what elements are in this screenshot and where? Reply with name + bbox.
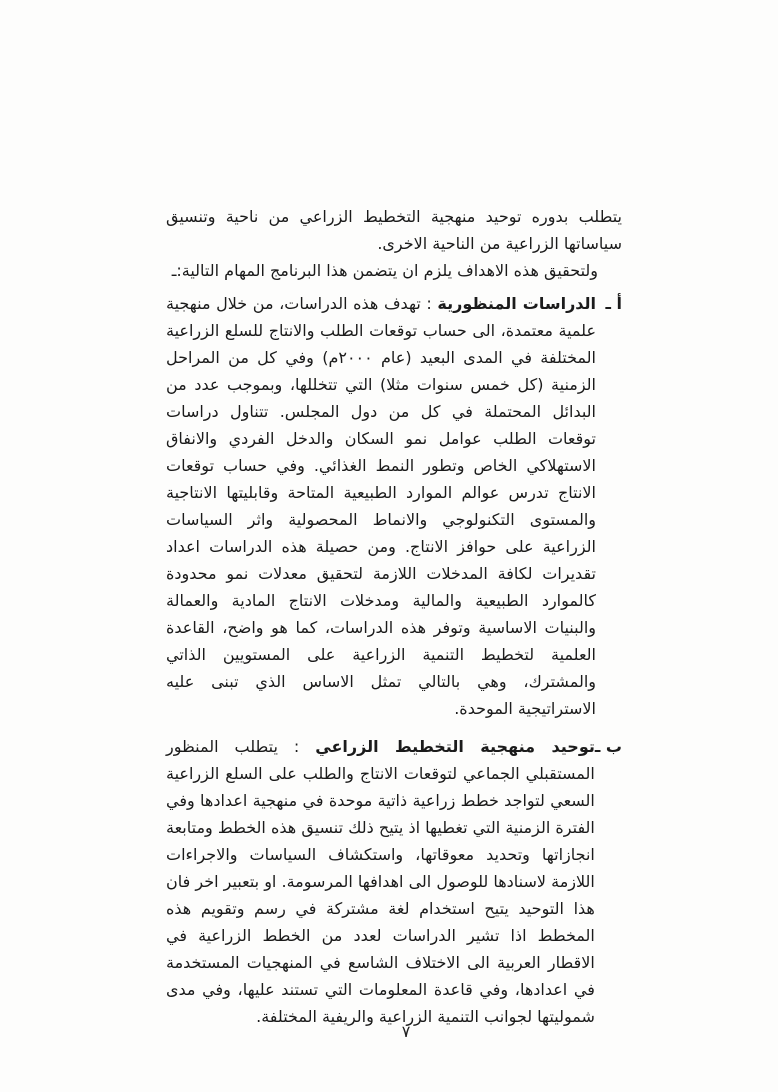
item-body-beh	[166, 733, 595, 1030]
item-separator-beh: :	[277, 737, 316, 756]
list-item-beh	[166, 733, 622, 1030]
item-body-alef	[166, 290, 596, 722]
body-text-block	[166, 203, 622, 1030]
item-marker-beh: ب ـ	[594, 737, 622, 756]
paragraph-lead-in: ولتحقيق هذه الاهداف يلزم ان يتضمن هذا البرنامج المهام التالية:ـ	[171, 261, 598, 280]
item-marker-alef: أ ـ	[605, 294, 622, 313]
item-text-alef: تهدف هذه الدراسات، من خلال منهجية علمية معتمدة، الى حساب توقعات الطلب والانتاج للسلع الزراعية المختلفة في المدى البعيد (عام ٢٠٠٠م) وفي كل من المراحل الزمنية (كل خمس سنوات مثلا) التي تتخللها، وبموجب عدد من البدائل المحتملة في كل من دول المجلس. تتناول دراسات توقعات الطلب عوامل نمو السكان والدخل الفردي والانفاق الاستهلاكي الخاص وتطور النمط الغذائي. وفي حساب توقعات الانتاج تدرس عوالم الموارد الطبيعية المتاحة وقابليتها الانتاجية والمستوى التكنولوجي والانماط المحصولية واثر السياسات الزراعية على حوافز الانتاج. ومن حصيلة هذه الدراسات اعداد تقديرات لكافة المدخلات اللازمة لتحقيق معدلات نمو محدودة كالموارد الطبيعية والمالية ومدخلات الانتاج المادية والعمالة والبنيات الاساسية وتوفر هذه الدراسات، كما هو واضح، القاعدة العلمية لتخطيط التنمية الزراعية على المستويين الذاتي والمشترك، وهي بالتالي تمثل الاساس الذي تبنى عليه الاستراتيجية الموحدة.	[166, 294, 597, 718]
list-item-alef	[166, 290, 622, 722]
item-text-beh: يتطلب المنظور المستقبلي الجماعي لتوقعات الانتاج والطلب على السلع الزراعية السعي لتواجد خطط زراعية ذاتية موحدة في منهجية اعدادها وفي الفترة الزمنية التي تغطيها اذ يتيح ذلك تنسيق هذه الخطط ومتابعة انجازاتها وتحديد معوقاتها، واستكشاف السياسات والاجراءات اللازمة لاسنادها للوصول الى اهدافها المرسومة. او بتعبير اخر فان هذا التوحيد يتيح استخدام لغة مشتركة في رسم وتقويم هذه المخطط اذا تشير الدراسات لعدد من الخطط الزراعية في الاقطار العربية الى الاختلاف الشاسع في المنهجيات المستخدمة في اعدادها، وفي قاعدة المعلومات التي تستند عليها، وفي مدى شموليتها لجوانب التنمية الزراعية والريفية المختلفة.	[166, 737, 595, 1026]
item-separator-alef: :	[420, 294, 438, 313]
paragraph-continuation: يتطلب بدوره توحيد منهجية التخطيط الزراعي من ناحية وتنسيق سياساتها الزراعية من الناحية الاخرى.	[166, 207, 622, 253]
item-heading-prospective-studies: الدراسات المنظورية	[437, 294, 597, 313]
page-number: ٧	[401, 1022, 411, 1041]
item-heading-unify-planning-methodology: توحيد منهجية التخطيط الزراعي	[315, 737, 595, 756]
